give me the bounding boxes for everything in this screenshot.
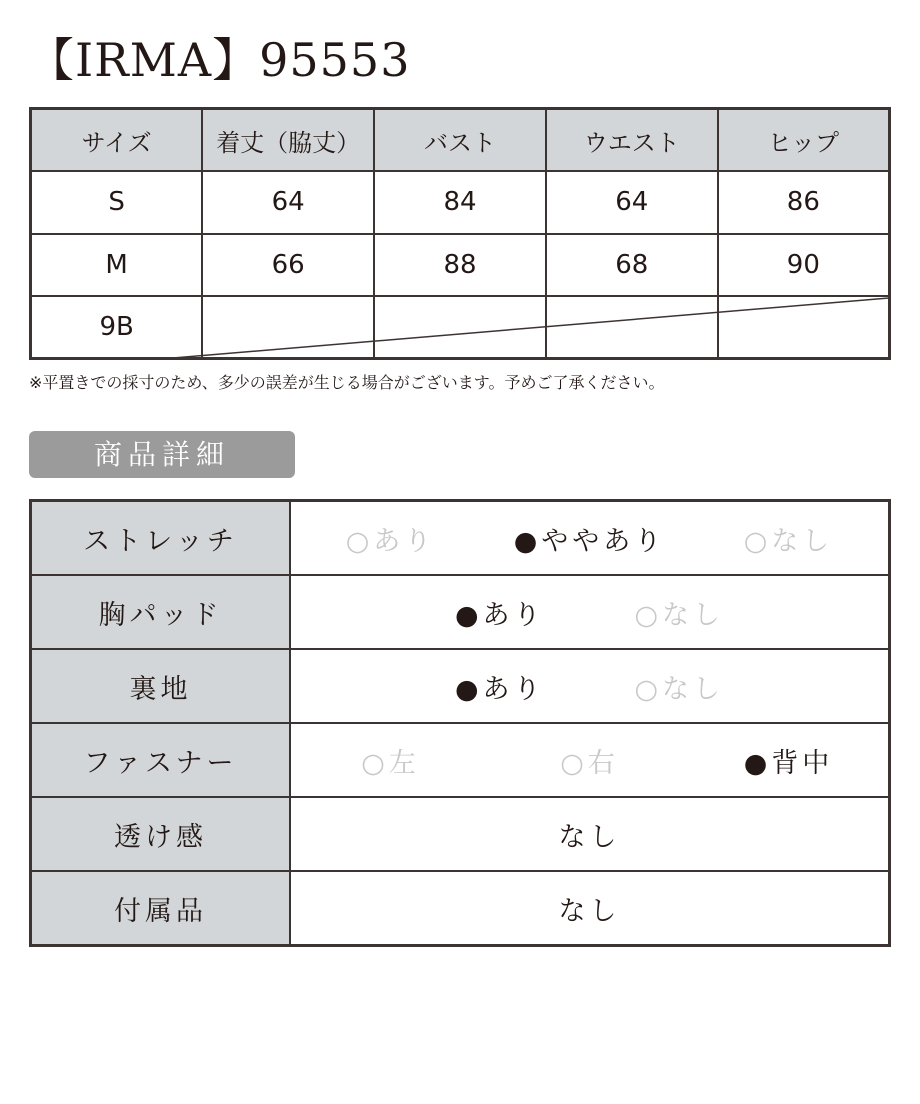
length-cell bbox=[202, 296, 374, 359]
option-selected: ●背中 bbox=[743, 747, 834, 779]
detail-value bbox=[290, 797, 890, 871]
option-selected: なし bbox=[558, 821, 621, 853]
detail-row-pad bbox=[31, 575, 890, 649]
detail-value bbox=[290, 501, 890, 576]
detail-label: 胸パッド bbox=[31, 575, 291, 649]
detail-value bbox=[290, 723, 890, 797]
table-row bbox=[31, 171, 890, 234]
option: ○左 bbox=[361, 747, 420, 779]
hip-cell: 86 bbox=[718, 171, 890, 234]
waist-cell: 68 bbox=[546, 234, 718, 297]
detail-table bbox=[29, 499, 891, 947]
detail-label: ストレッチ bbox=[31, 501, 291, 576]
detail-row-lining bbox=[31, 649, 890, 723]
option-group bbox=[291, 724, 888, 796]
header-bust: バスト bbox=[374, 109, 546, 172]
option: ○なし bbox=[634, 673, 725, 705]
detail-label: 裏地 bbox=[31, 649, 291, 723]
bust-cell: 84 bbox=[374, 171, 546, 234]
option-selected: ●あり bbox=[454, 599, 545, 631]
option: ○右 bbox=[560, 747, 619, 779]
length-cell: 64 bbox=[202, 171, 374, 234]
waist-cell bbox=[546, 296, 718, 359]
measurement-note: ※平置きでの採寸のため、多少の誤差が生じる場合がございます。予めご了承ください。 bbox=[29, 373, 665, 392]
detail-row-zipper bbox=[31, 723, 890, 797]
size-cell: 9B bbox=[31, 296, 203, 359]
size-cell: S bbox=[31, 171, 203, 234]
option: ○なし bbox=[743, 525, 834, 557]
bust-cell bbox=[374, 296, 546, 359]
option: ○あり bbox=[345, 525, 436, 557]
option-selected: ●ややあり bbox=[513, 525, 666, 557]
detail-label: ファスナー bbox=[31, 723, 291, 797]
header-length: 着丈（脇丈） bbox=[202, 109, 374, 172]
header-waist: ウエスト bbox=[546, 109, 718, 172]
option-group bbox=[291, 798, 888, 870]
option-selected: なし bbox=[558, 895, 621, 927]
header-hip: ヒップ bbox=[718, 109, 890, 172]
option-group bbox=[291, 502, 888, 574]
table-row bbox=[31, 234, 890, 297]
bust-cell: 88 bbox=[374, 234, 546, 297]
detail-label: 付属品 bbox=[31, 871, 291, 946]
hip-cell: 90 bbox=[718, 234, 890, 297]
option-selected: ●あり bbox=[454, 673, 545, 705]
section-badge: 商品詳細 bbox=[29, 431, 295, 478]
detail-row-accessories bbox=[31, 871, 890, 946]
size-table-header-row bbox=[31, 109, 890, 172]
option-group bbox=[291, 872, 888, 944]
detail-value bbox=[290, 871, 890, 946]
detail-value bbox=[290, 649, 890, 723]
detail-row-sheerness bbox=[31, 797, 890, 871]
header-size: サイズ bbox=[31, 109, 203, 172]
size-cell: M bbox=[31, 234, 203, 297]
waist-cell: 64 bbox=[546, 171, 718, 234]
detail-value bbox=[290, 575, 890, 649]
option-group bbox=[291, 576, 888, 648]
detail-row-stretch bbox=[31, 501, 890, 576]
option-group bbox=[291, 650, 888, 722]
option: ○なし bbox=[634, 599, 725, 631]
length-cell: 66 bbox=[202, 234, 374, 297]
page-title: 【IRMA】95553 bbox=[28, 33, 411, 87]
size-table bbox=[29, 107, 891, 360]
table-row bbox=[31, 296, 890, 359]
detail-label: 透け感 bbox=[31, 797, 291, 871]
hip-cell bbox=[718, 296, 890, 359]
